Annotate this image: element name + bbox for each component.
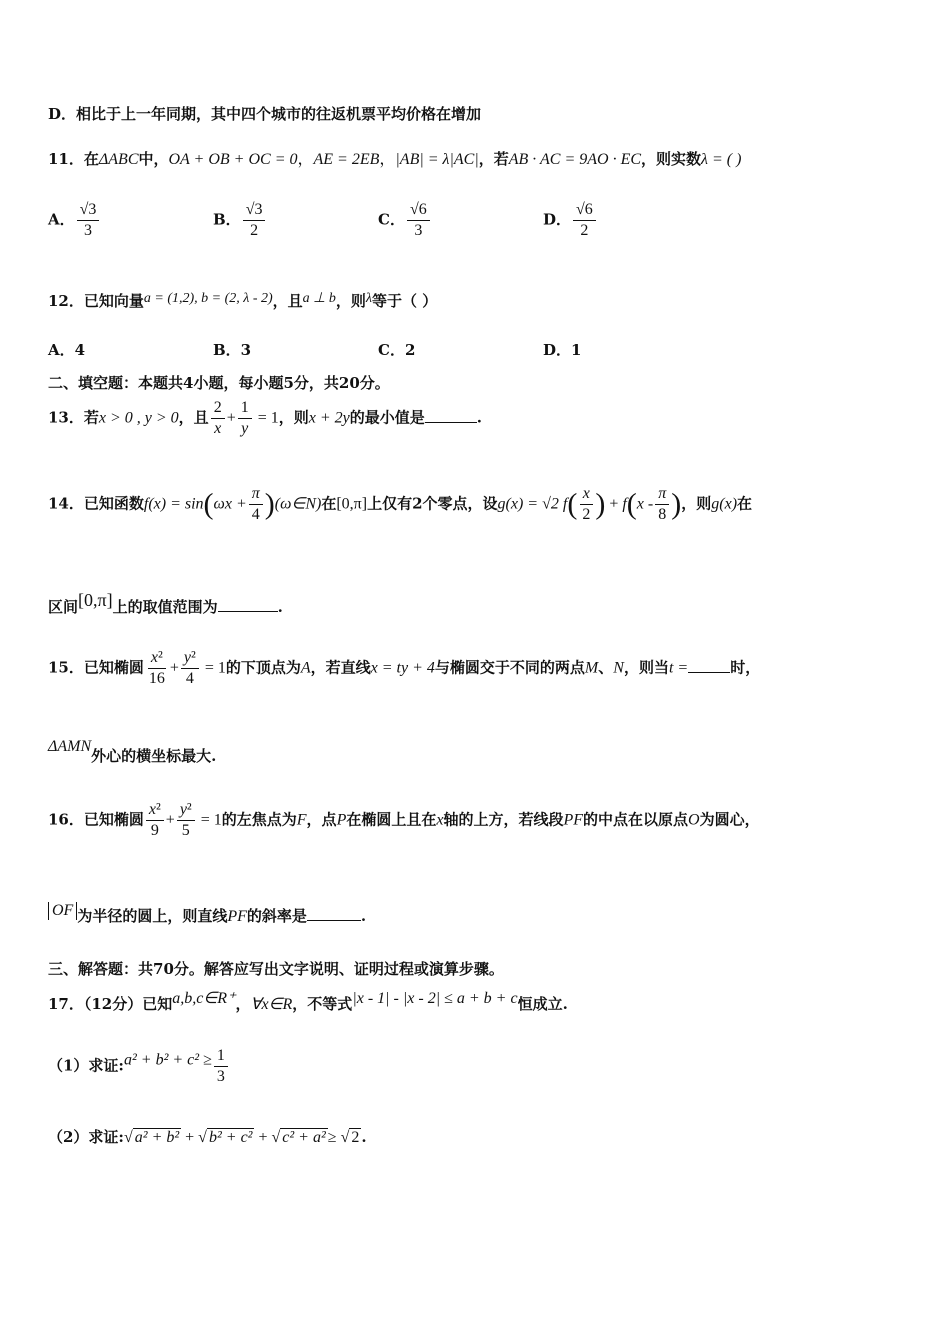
q12-text3: 等于（ ） <box>371 292 438 310</box>
q15-line2-text: 外心的横坐标最大. <box>91 747 217 765</box>
q17-p2-ge: ≥ <box>327 1129 337 1146</box>
q16-line2-text: 为半径的圆上，则直线 <box>77 907 228 925</box>
frac-num: √3 <box>243 200 266 221</box>
question-14-line2 <box>48 590 283 617</box>
q14-fx: f(x) = sin <box>143 495 204 513</box>
q16-text4: 轴的上方，若线段 <box>443 810 564 829</box>
frac-den: 3 <box>414 222 423 239</box>
q16-dot: . <box>360 907 367 925</box>
q14-text3: ，则 <box>681 494 712 513</box>
question-16: 16．已知椭圆 $\frac{\text{x²}}{9}$ + $\frac{\text{y²}}{5}$ = 1的左焦点为F，点P在椭圆上且在x轴的上方，若线段PF的中点在以原点O为圆心， <box>48 801 760 839</box>
question-16-line2 <box>48 902 366 926</box>
q15-text4: ，则当 <box>623 658 669 677</box>
q14-text2: 上仅有2个零点，设 <box>367 494 498 513</box>
q15-line: x = ty + 4 <box>370 659 435 677</box>
q14-interval: [0,π] <box>336 495 368 513</box>
q14-text4: 在 <box>737 494 753 513</box>
q15-text3: 与椭圆交于不同的两点 <box>434 658 585 677</box>
q14-g: g(x) <box>711 495 738 513</box>
q12-text: ，且 <box>272 292 303 310</box>
q11-text2: ，若 <box>478 150 509 168</box>
q17-text2: 恒成立. <box>517 995 568 1013</box>
option-d-previous: D．相比于上一年同期，其中四个城市的往返机票平均价格在增加 <box>48 105 482 123</box>
q11-text3: ，则实数 <box>641 150 702 168</box>
q11-eq2: AE = 2EB <box>313 151 380 168</box>
q16-text6: 为圆心， <box>699 810 760 829</box>
q12-option-a: A．4 <box>48 341 86 359</box>
q15-triangle: ΔAMN <box>48 738 92 755</box>
q15-sep: 、 <box>598 658 614 677</box>
frac-num: √6 <box>573 200 596 221</box>
question-17-part1: （1）求证:a² + b² + c² ≥ $\frac{1}{3}$ <box>48 1046 230 1087</box>
q17-dot: . <box>361 1128 367 1146</box>
option-label: D． <box>543 210 572 229</box>
q11-option-c <box>378 200 432 241</box>
q15-t: t = <box>668 659 689 677</box>
option-label: B． <box>213 210 241 229</box>
answer-blank[interactable] <box>307 920 361 921</box>
q14-line2-text: 上的取值范围为 <box>112 598 218 616</box>
q11-prefix: 11．在 <box>48 150 99 168</box>
q13-prefix: 13．若 <box>48 408 99 427</box>
frac-num: √3 <box>77 200 100 221</box>
frac-den: 2 <box>250 222 259 239</box>
q14-text: 在 <box>321 494 337 513</box>
q11-lambda: λ = ( ) <box>701 151 742 168</box>
option-label: C． <box>378 210 405 229</box>
section-3-heading: 三、解答题：共70分。解答应写出文字说明、证明过程或演算步骤。 <box>48 960 504 978</box>
question-17-part2: （2）求证:√ a² + b² + √ b² + c² + √ c² + a² ≥ √ 2 . <box>48 1128 367 1146</box>
q17-p2-a: a² + b² <box>134 1129 180 1146</box>
q11-option-a <box>48 200 101 241</box>
q11-option-d <box>543 200 598 241</box>
q11-eq4: AB · AC = 9AO · EC <box>508 151 642 168</box>
frac-den: 2 <box>580 222 589 239</box>
q17-inequality: |x - 1| - |x - 2| ≤ a + b + c <box>352 990 518 1007</box>
q13-expr: x + 2y <box>308 409 350 427</box>
answer-blank[interactable] <box>218 611 278 612</box>
q14-interval-2: [0,π] <box>78 590 113 610</box>
section-2-heading: 二、填空题：本题共4小题，每小题5分，共20分。 <box>48 374 390 392</box>
q16-prefix: 16．已知椭圆 <box>48 810 144 829</box>
answer-blank[interactable] <box>425 422 477 423</box>
q12-lambda: λ <box>365 291 372 306</box>
q17-text: ，不等式 <box>292 995 353 1013</box>
q15-text: 的下顶点为 <box>225 658 301 677</box>
q16-O: O <box>688 811 700 829</box>
q16-PF-2: PF <box>227 908 247 925</box>
q17-p1-expr: a² + b² + c² ≥ <box>123 1051 212 1069</box>
q11-text: 中， <box>138 150 169 168</box>
q12-vectors: a = (1,2), b = (2, λ - 2) <box>143 291 273 306</box>
q16-OF: OF <box>48 902 77 920</box>
frac-den: 3 <box>84 222 93 239</box>
q12-perp: a ⊥ b <box>302 291 336 306</box>
q13-dot: . <box>476 408 483 427</box>
q14-line2-prefix: 区间 <box>48 598 79 616</box>
q16-line2-text2: 的斜率是 <box>246 907 307 925</box>
q15-A: A <box>300 659 311 677</box>
q12-option-c: C．2 <box>378 341 416 359</box>
q16-text2: ，点 <box>306 810 337 829</box>
q17-set: a,b,c∈R⁺ <box>172 990 236 1007</box>
question-13: 13．若x > 0 , y > 0，且 $\frac{2}{x}$ + $\frac{1}{y}$ = 1，则x + 2y的最小值是 . <box>48 399 483 437</box>
q12-prefix: 12．已知向量 <box>48 292 144 310</box>
q11-triangle: ΔABC <box>98 151 139 168</box>
q17-p2-label: （2）求证: <box>48 1128 124 1146</box>
question-15: 15．已知椭圆 $\frac{\text{x²}}{16}$ + $\frac{\text{y²}}{4}$ = 1的下顶点为A，若直线x = ty + 4与椭圆交于不同的两点M、N，则当t = 时， <box>48 649 761 687</box>
q13-condition: x > 0 , y > 0 <box>98 409 179 427</box>
q11-option-b <box>213 200 267 241</box>
question-12 <box>48 290 437 311</box>
q17-p2-r: 2 <box>351 1129 360 1146</box>
q14-dot: . <box>277 598 283 616</box>
q12-option-b: B．3 <box>213 341 252 359</box>
q17-forall: ∀x∈R <box>250 996 293 1013</box>
q13-text2: ，则 <box>278 408 309 427</box>
q17-p1-label: （1）求证: <box>48 1056 124 1075</box>
q17-p2-b: b² + c² <box>208 1129 253 1146</box>
q13-text: ，且 <box>178 408 209 427</box>
q15-text5: 时， <box>730 658 761 677</box>
q12-option-d: D．1 <box>543 341 582 359</box>
answer-blank[interactable] <box>688 672 730 673</box>
frac-num: √6 <box>407 200 430 221</box>
q17-sep: ， <box>235 995 251 1013</box>
q15-N: N <box>613 659 624 677</box>
q16-PF: PF <box>563 811 584 829</box>
q16-text: 的左焦点为 <box>221 810 297 829</box>
q16-text3: 在椭圆上且在 <box>346 810 437 829</box>
q15-M: M <box>584 659 599 677</box>
q13-text3: 的最小值是 <box>349 408 425 427</box>
q16-text5: 的中点在以原点 <box>583 810 689 829</box>
question-11: 11．在ΔABC中，OA + OB + OC = 0，AE = 2EB，|AB| = λ|AC|，若AB · AC = 9AO · EC，则实数λ = ( ) <box>48 150 742 168</box>
q16-x: x <box>436 811 444 829</box>
q14-prefix: 14．已知函数 <box>48 494 144 513</box>
option-label: A． <box>48 210 75 229</box>
q15-text2: ，若直线 <box>310 658 371 677</box>
question-14: 14．已知函数f(x) = sin(ωx + $\frac{\pi}{4}$ )(ω∈N)在[0,π]上仅有2个零点，设g(x) = √2 f( $\frac{x}{2}$ ) + f(x - $\frac{\pi}{8}$ )，则g(x)在 <box>48 485 753 523</box>
q12-text2: ，则 <box>335 292 366 310</box>
q16-F: F <box>296 811 307 829</box>
q14-gx: g(x) = √2 f <box>497 495 568 513</box>
q17-p2-c: c² + a² <box>282 1129 326 1146</box>
q16-P: P <box>336 811 347 829</box>
question-17 <box>48 988 568 1014</box>
q11-eq1: OA + OB + OC = 0 <box>168 151 298 168</box>
q14-omega: (ω∈N) <box>274 495 322 513</box>
q15-prefix: 15．已知椭圆 <box>48 658 144 677</box>
q11-eq3: |AB| = λ|AC| <box>395 151 479 168</box>
question-15-line2 <box>48 738 216 766</box>
q17-prefix: 17．（12分）已知 <box>48 995 173 1013</box>
